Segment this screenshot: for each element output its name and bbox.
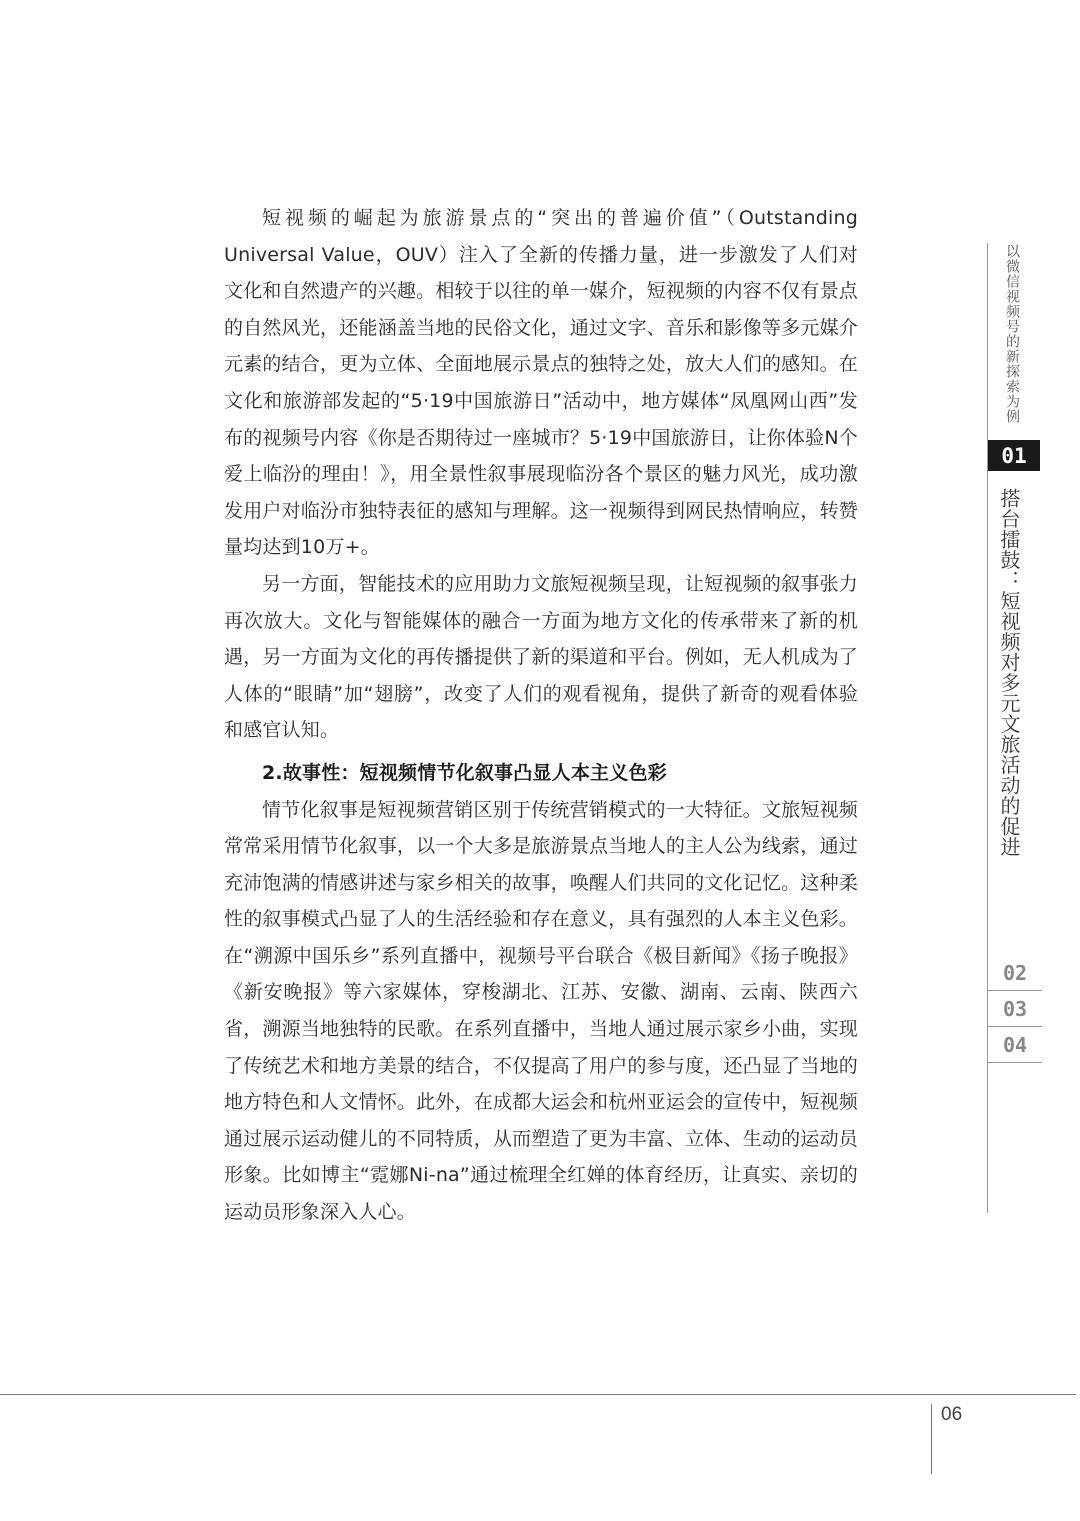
paragraph-ouv: 短视频的崛起为旅游景点的“突出的普遍价值”（Outstanding Universal Value，OUV）注入了全新的传播力量，进一步激发了人们对文化和自然遗产的兴趣。相较于以往的单一媒介，短视频的内容不仅有景点的自然风光，还能涵盖当地的民俗文化，通过文字、音乐和影像等多元媒介元素的结合，更为立体、全面地展示景点的独特之处，放大人们的感知。在文化和旅游部发起的“5·19中国旅游日”活动中，地方媒体“凤凰网山西”发布的视频号内容《你是否期待过一座城市？5·19中国旅游日，让你体验N个爱上临汾的理由！》，用全景性叙事展现临汾各个景区的魅力风光，成功激发用户对临汾市独特表征的感知与理解。这一视频得到网民热情响应，转赞量均达到10万+。 [224, 207, 858, 559]
page-number: 06 [941, 1404, 963, 1425]
paragraph-smart-tech: 另一方面，智能技术的应用助力文旅短视频呈现，让短视频的叙事张力再次放大。文化与智能媒体的融合一方面为地方文化的传承带来了新的机遇，另一方面为文化的再传播提供了新的渠道和平台。例如，无人机成为了人体的“眼睛”加“翅膀”，改变了人们的观看视角，提供了新奇的观看体验和感官认知。 [224, 572, 858, 742]
series-title: 以微信视频号的新探索为例 [1004, 244, 1020, 424]
article-body [224, 200, 858, 1231]
footer-divider [931, 1404, 932, 1474]
chapter-tab-02[interactable]: 02 [988, 955, 1042, 991]
sidebar-vertical-rule [987, 243, 988, 1213]
paragraph-narrative: 情节化叙事是短视频营销区别于传统营销模式的一大特征。文旅短视频常常采用情节化叙事，以一个大多是旅游景点当地人的主人公为线索，通过充沛饱满的情感讲述与家乡相关的故事，唤醒人们共同的文化记忆。这种柔性的叙事模式凸显了人的生活经验和存在意义，具有强烈的人本主义色彩。在“溯源中国乐乡”系列直播中，视频号平台联合《极目新闻》《扬子晚报》《新安晚报》等六家媒体，穿梭湖北、江苏、安徽、湖南、云南、陕西六省，溯源当地独特的民歌。在系列直播中，当地人通过展示家乡小曲，实现了传统艺术和地方美景的结合，不仅提高了用户的参与度，还凸显了当地的地方特色和人文情怀。此外，在成都大运会和杭州亚运会的宣传中，短视频通过展示运动健儿的不同特质，从而塑造了更为丰富、立体、生动的运动员形象。比如博主“霓娜Ni-na”通过梳理全红婵的体育经历，让真实、亲切的运动员形象深入人心。 [224, 798, 858, 1224]
chapter-list [988, 955, 1042, 1063]
section-heading: 2.故事性：短视频情节化叙事凸显人本主义色彩 [262, 761, 667, 784]
footer-rule [0, 1394, 1076, 1395]
chapter-tab-active[interactable]: 01 [988, 440, 1040, 471]
chapter-tab-04[interactable]: 04 [988, 1027, 1042, 1063]
chapter-tab-03[interactable]: 03 [988, 991, 1042, 1027]
chapter-title: 搭台擂鼓：短视频对多元文旅活动的促进 [997, 488, 1021, 857]
